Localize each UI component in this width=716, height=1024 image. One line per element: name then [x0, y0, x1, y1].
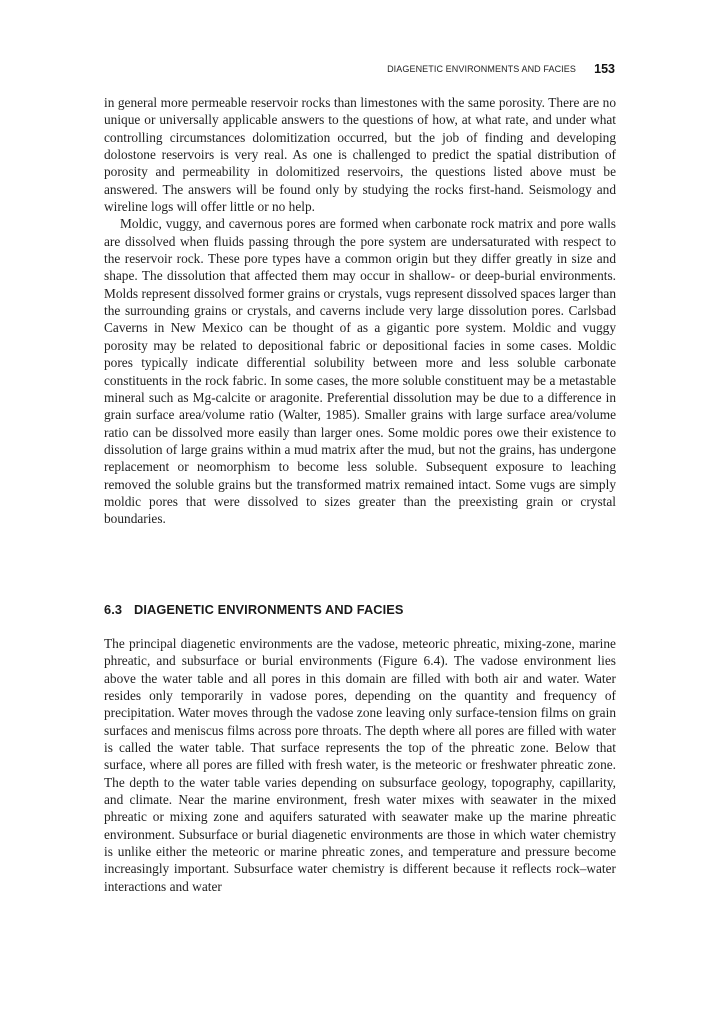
section-number: 6.3 [104, 602, 123, 617]
section-heading [104, 602, 616, 617]
running-head [104, 62, 616, 78]
page-number: 153 [594, 62, 615, 76]
body-text-top [104, 94, 616, 528]
body-text-section [104, 635, 616, 895]
paragraph: The principal diagenetic environments are the vadose, meteoric phreatic, mixing-zone, marine phreatic, and subsurface or burial environments (Figure 6.4). The vadose environment lies above the water table and all pores in this domain are filled with both air and water. Water resides only temporarily in vadose pores, depending on the quantity and frequency of precipitation. Water moves through the vadose zone leaving only surface-tension films on grain surfaces and meniscus films across pore throats. The depth where all pores are filled with water is called the water table. That surface represents the top of the phreatic zone. Below that surface, where all pores are filled with fresh water, is the meteoric or freshwater phreatic zone. The depth to the water table varies depending on subsurface geology, topography, capillarity, and climate. Near the marine environment, fresh water mixes with seawater in the mixed phreatic or mixing zone and aquifers saturated with seawater make up the marine phreatic environment. Subsurface or burial diagenetic environments are those in which water chemistry is unlike either the meteoric or marine phreatic zones, and temperature and pressure become increasingly important. Subsurface water chemistry is different because it reflects rock–water interactions and water [104, 636, 616, 894]
paragraph: Moldic, vuggy, and cavernous pores are formed when carbonate rock matrix and pore walls are dissolved when fluids passing through the pore system are undersaturated with respect to the reservoir rock. These pore types have a common origin but they differ greatly in size and shape. The dissolution that affected them may occur in shallow- or deep-burial environments. Molds represent dissolved former grains or crystals, vugs represent dissolved spaces larger than the surrounding grains or crystals, and caverns include very large dissolution pores. Carlsbad Caverns in New Mexico can be thought of as a gigantic pore system. Moldic and vuggy porosity may be related to depositional fabric or depositional facies in some cases. Moldic pores typically indicate differential solubility between more and less soluble carbonate constituents in the rock fabric. In some cases, the more soluble constituent may be a metastable mineral such as Mg-calcite or aragonite. Preferential dissolution may be due to a difference in grain surface area/volume ratio (Walter, 1985). Smaller grains with large surface area/volume ratio can be dissolved more easily than larger ones. Some moldic pores owe their existence to dissolution of large grains within a mud matrix after the mud, but not the grains, has undergone replacement or neomorphism to become less soluble. Subsequent exposure to leaching removed the soluble grains but the transformed matrix remained intact. Some vugs are simply moldic pores that were dissolved to sizes greater than the preexisting grain or crystal boundaries. [104, 216, 616, 527]
running-head-title: DIAGENETIC ENVIRONMENTS AND FACIES [387, 64, 576, 74]
paragraph: in general more permeable reservoir rocks than limestones with the same porosity. There are no unique or universally applicable answers to the questions of how, at what rate, and under what controlling circumstances dolomitization occurred, but the job of finding and developing dolostone reservoirs is very real. As one is challenged to predict the spatial distribution of porosity and permeability in dolomitized reservoirs, the questions listed above must be answered. The answers will be found only by studying the rocks first-hand. Seismology and wireline logs will offer little or no help. [104, 95, 616, 215]
section-title: DIAGENETIC ENVIRONMENTS AND FACIES [134, 602, 404, 617]
